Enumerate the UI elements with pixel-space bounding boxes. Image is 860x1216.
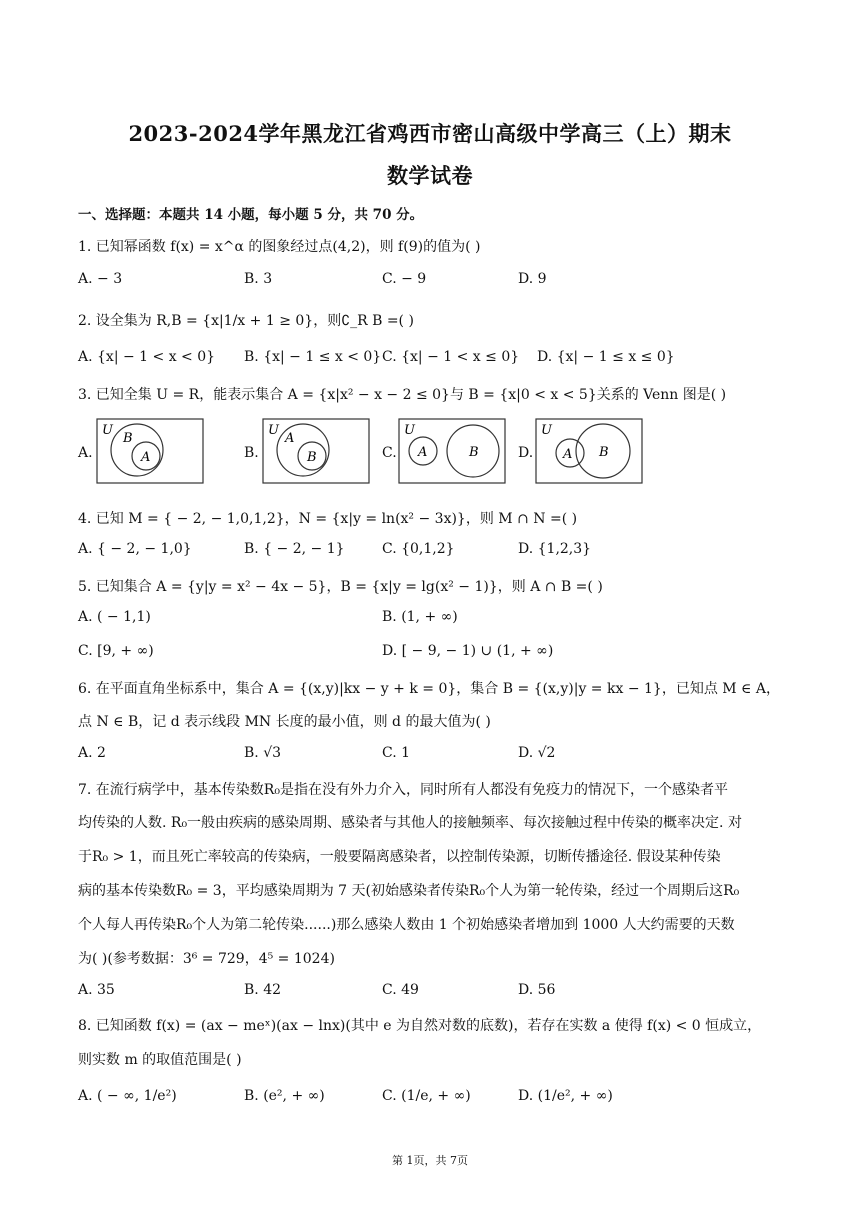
venn-diagram-b <box>262 418 370 484</box>
q8-option-d: D. (1/e², + ∞) <box>518 1088 613 1104</box>
venn-c-label-u: U <box>404 423 415 438</box>
page-footer: 第 1页，共 7页 <box>392 1154 468 1167</box>
venn-d-label-u: U <box>541 423 552 438</box>
question-4-stem: 4. 已知 M = { − 2, − 1,0,1,2}，N = {x|y = ln(x² − 3x)}，则 M ∩ N =( ) <box>78 511 578 527</box>
q2-option-b: B. {x| − 1 ≤ x < 0} <box>244 349 382 365</box>
venn-b-label-b: B <box>307 450 317 465</box>
question-7-line2: 均传染的人数. R₀一般由疾病的感染周期、感染者与其他人的接触频率、每次接触过程中传染的概率决定. 对 <box>78 815 742 831</box>
q6-option-c: C. 1 <box>382 745 411 761</box>
q6-option-a: A. 2 <box>78 745 106 761</box>
question-6-stem-line2: 点 N ∈ B，记 d 表示线段 MN 长度的最小值，则 d 的最大值为( ) <box>78 714 491 730</box>
venn-a-label-b: B <box>123 431 133 446</box>
question-7-line4: 病的基本传染数R₀ = 3，平均感染周期为 7 天(初始感染者传染R₀个人为第一轮传染，经过一个周期后这R₀ <box>78 883 740 899</box>
question-7-line6: 为( )(参考数据：3⁶ = 729，4⁵ = 1024) <box>78 951 335 967</box>
question-7-line5: 个人每人再传染R₀个人为第二轮传染......)那么感染人数由 1 个初始感染者增加到 1000 人大约需要的天数 <box>78 917 735 933</box>
q4-option-a: A. { − 2, − 1,0} <box>78 541 192 557</box>
q5-option-b: B. (1, + ∞) <box>382 609 458 625</box>
question-8-stem-line1: 8. 已知函数 f(x) = (ax − meˣ)(ax − lnx)(其中 e 为自然对数的底数)，若存在实数 a 使得 f(x) < 0 恒成立， <box>78 1018 762 1034</box>
q8-option-a: A. ( − ∞, 1/e²) <box>78 1088 177 1104</box>
q1-option-b: B. 3 <box>244 271 273 287</box>
q3-option-b: B. <box>244 445 259 461</box>
q5-option-a: A. ( − 1,1) <box>78 609 151 625</box>
venn-diagram-c <box>398 418 506 484</box>
venn-a-label-a: A <box>141 450 151 465</box>
q5-option-d: D. [ − 9, − 1) ∪ (1, + ∞) <box>382 643 554 659</box>
page-subtitle: 数学试卷 <box>387 163 473 188</box>
page-title: 2023-2024学年黑龙江省鸡西市密山高级中学高三（上）期末 <box>128 121 732 146</box>
q2-option-c: C. {x| − 1 < x ≤ 0} <box>382 349 520 365</box>
question-6-stem-line1: 6. 在平面直角坐标系中，集合 A = {(x,y)|kx − y + k = 0}，集合 B = {(x,y)|y = kx − 1}，已知点 M ∈ A， <box>78 681 780 697</box>
venn-d-label-b: B <box>599 445 609 460</box>
q4-option-d: D. {1,2,3} <box>518 541 592 557</box>
question-1-stem: 1. 已知幂函数 f(x) = x^α 的图象经过点(4,2)，则 f(9)的值为( ) <box>78 239 481 255</box>
q5-option-c: C. [9, + ∞) <box>78 643 154 659</box>
question-8-stem-line2: 则实数 m 的取值范围是( ) <box>78 1052 242 1068</box>
venn-b-label-u: U <box>268 423 279 438</box>
q3-option-a: A. <box>78 445 93 461</box>
q7-option-a: A. 35 <box>78 982 115 998</box>
venn-d-label-a: A <box>563 447 573 462</box>
question-2-stem: 2. 设全集为 R,B = {x|1/x + 1 ≥ 0}，则∁_R B =( ) <box>78 313 414 329</box>
q2-option-d: D. {x| − 1 ≤ x ≤ 0} <box>537 349 675 365</box>
q4-option-c: C. {0,1,2} <box>382 541 455 557</box>
question-5-stem: 5. 已知集合 A = {y|y = x² − 4x − 5}，B = {x|y = lg(x² − 1)}，则 A ∩ B =( ) <box>78 579 603 595</box>
q4-option-b: B. { − 2, − 1} <box>244 541 345 557</box>
venn-a-label-u: U <box>102 423 113 438</box>
q7-option-b: B. 42 <box>244 982 282 998</box>
section-heading: 一、选择题：本题共 14 小题，每小题 5 分，共 70 分。 <box>78 207 424 223</box>
q6-option-d: D. √2 <box>518 745 556 761</box>
q8-option-b: B. (e², + ∞) <box>244 1088 325 1104</box>
venn-b-label-a: A <box>285 431 295 446</box>
question-3-stem: 3. 已知全集 U = R，能表示集合 A = {x|x² − x − 2 ≤ 0}与 B = {x|0 < x < 5}关系的 Venn 图是( ) <box>78 387 727 403</box>
q8-option-c: C. (1/e, + ∞) <box>382 1088 471 1104</box>
q2-option-a: A. {x| − 1 < x < 0} <box>78 349 216 365</box>
q1-option-a: A. − 3 <box>78 271 123 287</box>
q3-option-d: D. <box>518 445 534 461</box>
q1-option-c: C. − 9 <box>382 271 427 287</box>
venn-diagram-a <box>96 418 204 484</box>
venn-c-label-a: A <box>418 445 428 460</box>
venn-c-label-b: B <box>469 445 479 460</box>
q7-option-d: D. 56 <box>518 982 556 998</box>
q1-option-d: D. 9 <box>518 271 547 287</box>
question-7-line1: 7. 在流行病学中，基本传染数R₀是指在没有外力介入，同时所有人都没有免疫力的情况下，一个感染者平 <box>78 782 728 798</box>
q7-option-c: C. 49 <box>382 982 419 998</box>
q6-option-b: B. √3 <box>244 745 282 761</box>
venn-diagram-d <box>535 418 643 484</box>
q3-option-c: C. <box>382 445 397 461</box>
question-7-line3: 于R₀ > 1，而且死亡率较高的传染病，一般要隔离感染者，以控制传染源，切断传播途径. 假设某种传染 <box>78 849 721 865</box>
